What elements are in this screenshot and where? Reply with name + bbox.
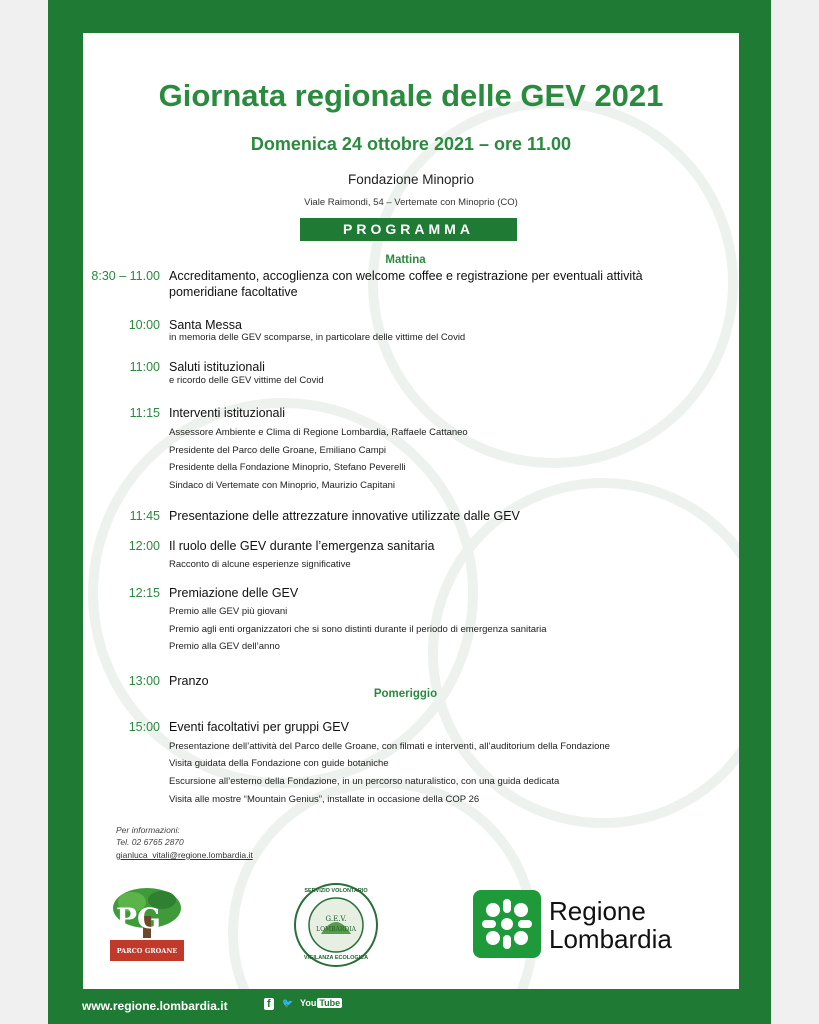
contact-phone: Tel. 02 6765 2870 <box>116 837 184 847</box>
program-time: 10:00 <box>128 318 160 332</box>
section-mattina: Mattina <box>385 254 426 266</box>
programma-banner: PROGRAMMA <box>300 218 517 241</box>
program-time: 11:00 <box>129 360 160 374</box>
program-detail: e ricordo delle GEV vittime del Covid <box>169 375 324 386</box>
website-link[interactable]: www.regione.lombardia.it <box>82 999 228 1013</box>
program-detail: Visita guidata della Fondazione con guide botaniche <box>169 758 389 769</box>
contact-label: Per informazioni: <box>116 825 180 835</box>
youtube-you: You <box>300 998 317 1008</box>
flyer-page <box>83 33 739 989</box>
program-title: Saluti istituzionali <box>169 360 265 374</box>
seal-ring-top: SERVIZIO VOLONTARIO <box>304 888 368 894</box>
program-title: Presentazione delle attrezzature innovative utilizzate dalle GEV <box>169 509 520 523</box>
parco-logo-caption: PARCO GROANE <box>116 947 178 955</box>
regione-logo-line2: Lombardia <box>549 924 672 954</box>
program-title: Santa Messa <box>169 318 242 332</box>
program-detail: Escursione all’esterno della Fondazione, in un percorso naturalistico, con una guida dedicata <box>169 776 560 787</box>
regione-lombardia-logo <box>473 890 723 960</box>
parco-groane-logo <box>110 886 184 961</box>
page-title: Giornata regionale delle GEV 2021 <box>158 78 664 113</box>
program-detail: Visita alle mostre “Mountain Genius”, installate in occasione della COP 26 <box>169 794 480 805</box>
seal-center-gev: G.E.V. <box>325 915 347 923</box>
program-title: Eventi facoltativi per gruppi GEV <box>169 720 349 734</box>
program-time: 11:15 <box>129 406 160 420</box>
program-time: 12:15 <box>128 586 160 600</box>
program-time: 15:00 <box>128 720 160 734</box>
program-detail: in memoria delle GEV scomparse, in particolare delle vittime del Covid <box>169 332 466 343</box>
program-detail: Sindaco di Vertemate con Minoprio, Maurizio Capitani <box>169 480 396 491</box>
program-detail: Presidente della Fondazione Minoprio, Stefano Peverelli <box>169 462 406 473</box>
program-title: Il ruolo delle GEV durante l’emergenza sanitaria <box>169 539 435 553</box>
regione-logo-line1: Regione <box>549 896 646 926</box>
program-detail: Premio alle GEV più giovani <box>169 606 288 617</box>
program-title: Interventi istituzionali <box>169 406 286 420</box>
program-time: 11:45 <box>129 509 160 523</box>
program-detail: Premio alla GEV dell’anno <box>169 641 280 652</box>
parco-logo-letters: PG <box>116 902 161 935</box>
program-title-continued: pomeridiane facoltative <box>169 285 298 299</box>
program-detail: Racconto di alcune esperienze significative <box>169 559 351 570</box>
program-detail: Assessore Ambiente e Clima di Regione Lombardia, Raffaele Cattaneo <box>169 427 468 438</box>
venue-name: Fondazione Minoprio <box>347 172 475 187</box>
twitter-icon[interactable]: 🐦 <box>282 998 294 1008</box>
program-detail: Presentazione dell’attività del Parco delle Groane, con filmati e interventi, all’auditorium della Fondazione <box>169 741 610 752</box>
program-title: Pranzo <box>169 674 209 688</box>
program-detail: Premio agli enti organizzatori che si sono distinti durante il periodo di emergenza sanitaria <box>169 624 547 635</box>
program-title: Accreditamento, accoglienza con welcome coffee e registrazione per eventuali attività <box>169 269 643 283</box>
facebook-icon[interactable]: f <box>264 998 274 1010</box>
seal-ring-bottom: VIGILANZA ECOLOGICA <box>303 955 369 961</box>
footer-bar <box>48 989 771 1024</box>
youtube-icon[interactable] <box>300 998 342 1008</box>
contact-email-link[interactable]: gianluca_vitali@regione.lombardia.it <box>116 850 253 860</box>
event-date: Domenica 24 ottobre 2021 – ore 11.00 <box>250 134 572 154</box>
seal-center-lombardia: LOMBARDIA <box>316 926 356 933</box>
program-time: 8:30 – 11.00 <box>91 269 160 283</box>
program-time: 12:00 <box>128 539 160 553</box>
program-title: Premiazione delle GEV <box>169 586 299 600</box>
youtube-tube: Tube <box>319 998 341 1008</box>
gev-lombardia-seal <box>293 882 379 968</box>
venue-address: Viale Raimondi, 54 – Vertemate con Minoprio (CO) <box>304 197 518 208</box>
program-detail: Presidente del Parco delle Groane, Emiliano Campi <box>169 445 387 456</box>
program-time: 13:00 <box>128 674 160 688</box>
rosa-camuna-icon <box>473 890 541 958</box>
section-pomeriggio: Pomeriggio <box>373 688 438 700</box>
